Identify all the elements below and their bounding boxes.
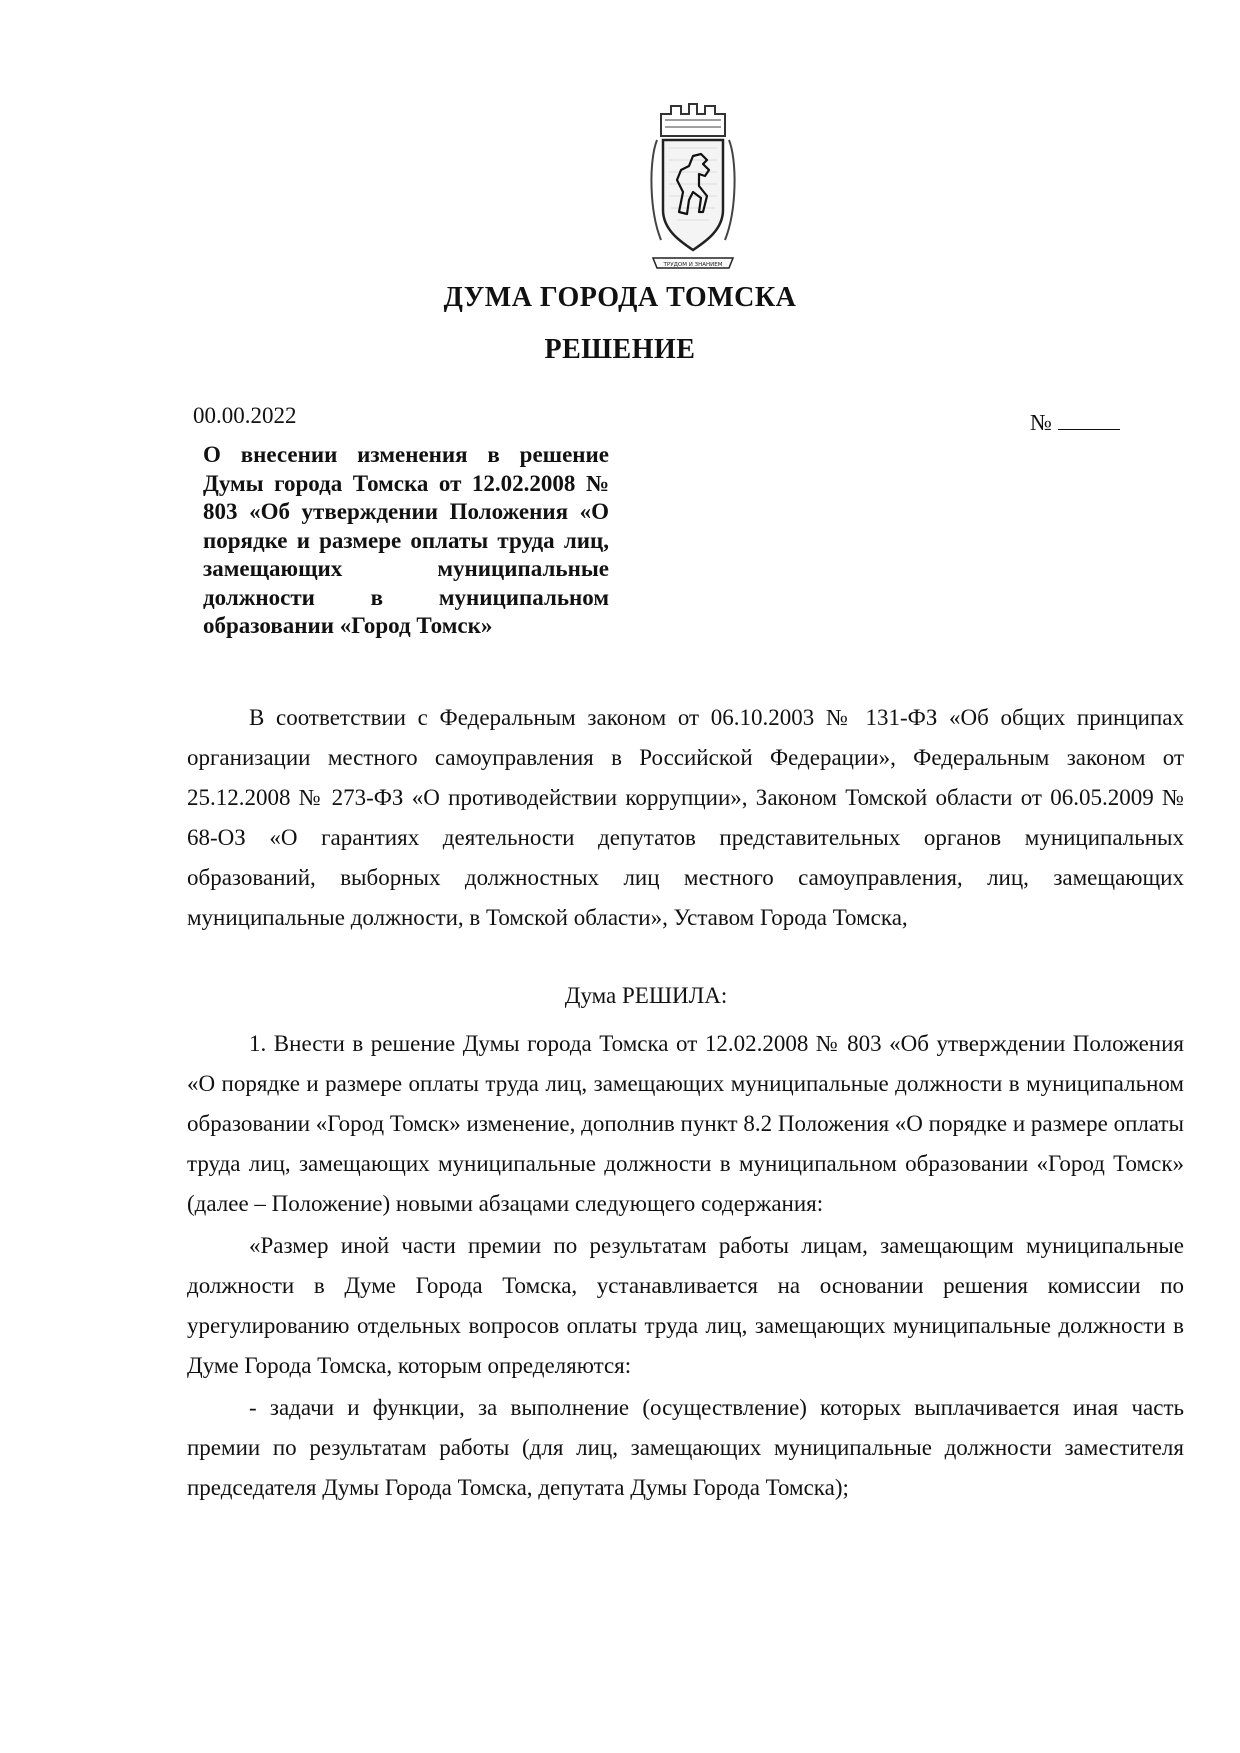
- paragraph-3: - задачи и функции, за выполнение (осуществление) которых выплачивается иная часть премии по результатам работы (для лиц, замещающих муниципальные должности заместителя председателя Думы Города Томска, депутата Думы Города Томска);: [187, 1395, 1184, 1500]
- paragraph-1: 1. Внести в решение Думы города Томска от 12.02.2008 № 803 «Об утверждении Положения «О порядке и размере оплаты труда лиц, замещающих муниципальные должности в муниципальном образовании «Город Томск» изменение, дополнив пункт 8.2 Положения «О порядке и размере оплаты труда лиц, замещающих муниципальные должности в муниципальном образовании «Город Томск» (далее – Положение) новыми абзацами следующего содержания:: [187, 1031, 1184, 1216]
- document-subject: О внесении изменения в решение Думы города Томска от 12.02.2008 № 803 «Об утверждении Положения «О порядке и размере оплаты труда лиц, замещающих муниципальные должности в муниципальном образовании «Город Томск»: [203, 442, 609, 638]
- organization-title: ДУМА ГОРОДА ТОМСКА: [443, 282, 797, 313]
- preamble: [187, 698, 1184, 938]
- resolved-heading: Дума РЕШИЛА:: [564, 983, 728, 1008]
- number-label: №: [1030, 410, 1052, 435]
- emblem-motto: ТРУДОМ И ЗНАНИЕМ: [663, 262, 723, 268]
- number-blank-line: [1058, 411, 1120, 430]
- document-date: 00.00.2022: [193, 403, 297, 428]
- resolution-body: [187, 1024, 1184, 1508]
- document-number: [1030, 410, 1120, 436]
- preamble-text: В соответствии с Федеральным законом от 06.10.2003 № 131-ФЗ «Об общих принципах организации местного самоуправления в Российской Федерации», Федеральным законом от 25.12.2008 № 273-ФЗ «О противодействии коррупции», Законом Томской области от 06.05.2009 № 68-ОЗ «О гарантиях деятельности депутатов представительных органов муниципальных образований, выборных должностных лиц местного самоуправления, лиц, замещающих муниципальные должности, в Томской области», Уставом Города Томска,: [187, 705, 1184, 930]
- coat-of-arms-emblem: [643, 100, 743, 280]
- document-type: РЕШЕНИЕ: [544, 334, 696, 365]
- paragraph-2: «Размер иной части премии по результатам работы лицам, замещающим муниципальные должности в Думе Города Томска, устанавливается на основании решения комиссии по урегулированию отдельных вопросов оплаты труда лиц, замещающих муниципальные должности в Думе Города Томска, которым определяются:: [187, 1233, 1184, 1378]
